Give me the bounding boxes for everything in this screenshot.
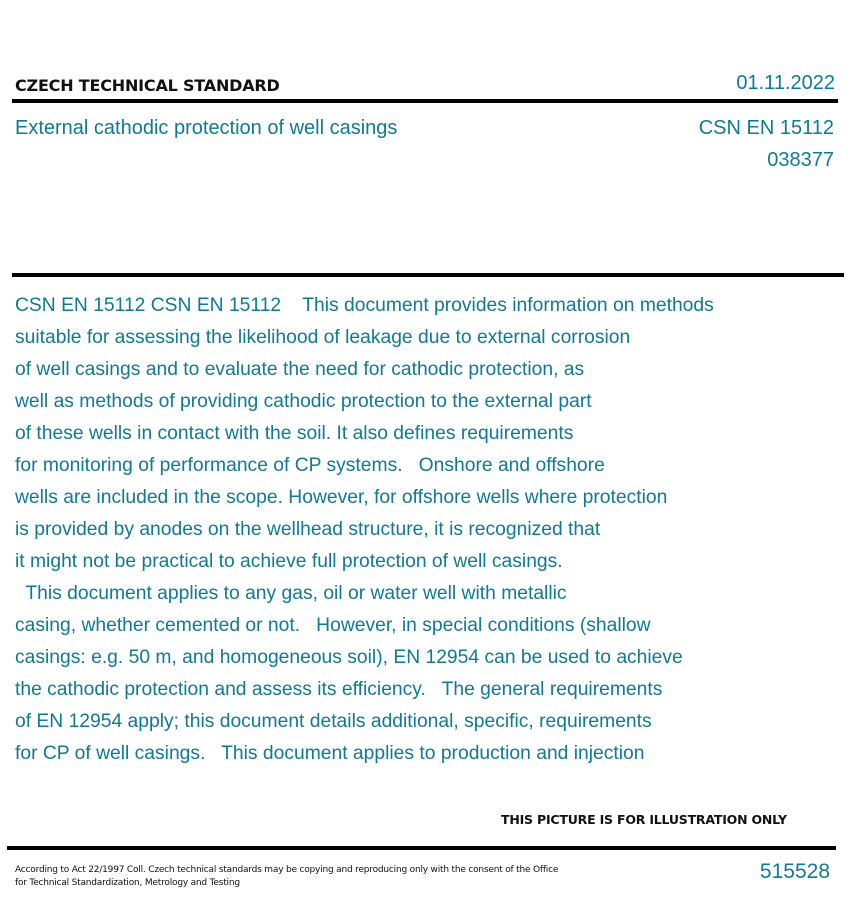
catalog-number: 038377 bbox=[767, 149, 834, 171]
abstract-line: suitable for assessing the likelihood of leakage due to external corrosion bbox=[15, 327, 631, 348]
standard-type-label: CZECH TECHNICAL STANDARD bbox=[15, 76, 280, 95]
abstract-line: well as methods of providing cathodic protection to the external part bbox=[15, 391, 592, 412]
illustration-disclaimer: THIS PICTURE IS FOR ILLUSTRATION ONLY bbox=[501, 812, 787, 827]
legal-notice-line: for Technical Standardization, Metrology and Testing bbox=[15, 878, 240, 888]
abstract-line: is provided by anodes on the wellhead structure, it is recognized that bbox=[15, 519, 601, 540]
header-divider bbox=[12, 99, 838, 103]
abstract-line: of these wells in contact with the soil. It also defines requirements bbox=[15, 423, 574, 444]
document-id: 515528 bbox=[759, 860, 830, 883]
abstract-line: wells are included in the scope. However, for offshore wells where protection bbox=[15, 487, 668, 508]
abstract-line: of well casings and to evaluate the need for cathodic protection, as bbox=[15, 359, 585, 380]
footer-divider bbox=[7, 846, 836, 850]
abstract-line: it might not be practical to achieve full protection of well casings. bbox=[15, 551, 563, 572]
abstract-line: the cathodic protection and assess its efficiency. The general requirements bbox=[15, 679, 663, 700]
standard-code: CSN EN 15112 bbox=[698, 117, 834, 139]
legal-notice-line: According to Act 22/1997 Coll. Czech technical standards may be copying and reproducing only with the consent of the Office bbox=[15, 865, 559, 875]
standard-title: External cathodic protection of well casings bbox=[15, 117, 398, 139]
abstract-line: CSN EN 15112 CSN EN 15112 This document provides information on methods bbox=[15, 295, 714, 316]
publication-date: 01.11.2022 bbox=[736, 72, 835, 94]
abstract-text bbox=[15, 290, 815, 770]
legal-notice bbox=[15, 864, 615, 890]
abstract-line: of EN 12954 apply; this document details additional, specific, requirements bbox=[15, 711, 652, 732]
section-divider bbox=[12, 273, 844, 277]
abstract-line: This document applies to any gas, oil or water well with metallic bbox=[15, 583, 567, 604]
abstract-line: casing, whether cemented or not. However, in special conditions (shallow bbox=[15, 615, 651, 636]
abstract-line: for CP of well casings. This document applies to production and injection bbox=[15, 743, 645, 764]
abstract-line: for monitoring of performance of CP systems. Onshore and offshore bbox=[15, 455, 605, 476]
abstract-line: casings: e.g. 50 m, and homogeneous soil), EN 12954 can be used to achieve bbox=[15, 647, 683, 668]
